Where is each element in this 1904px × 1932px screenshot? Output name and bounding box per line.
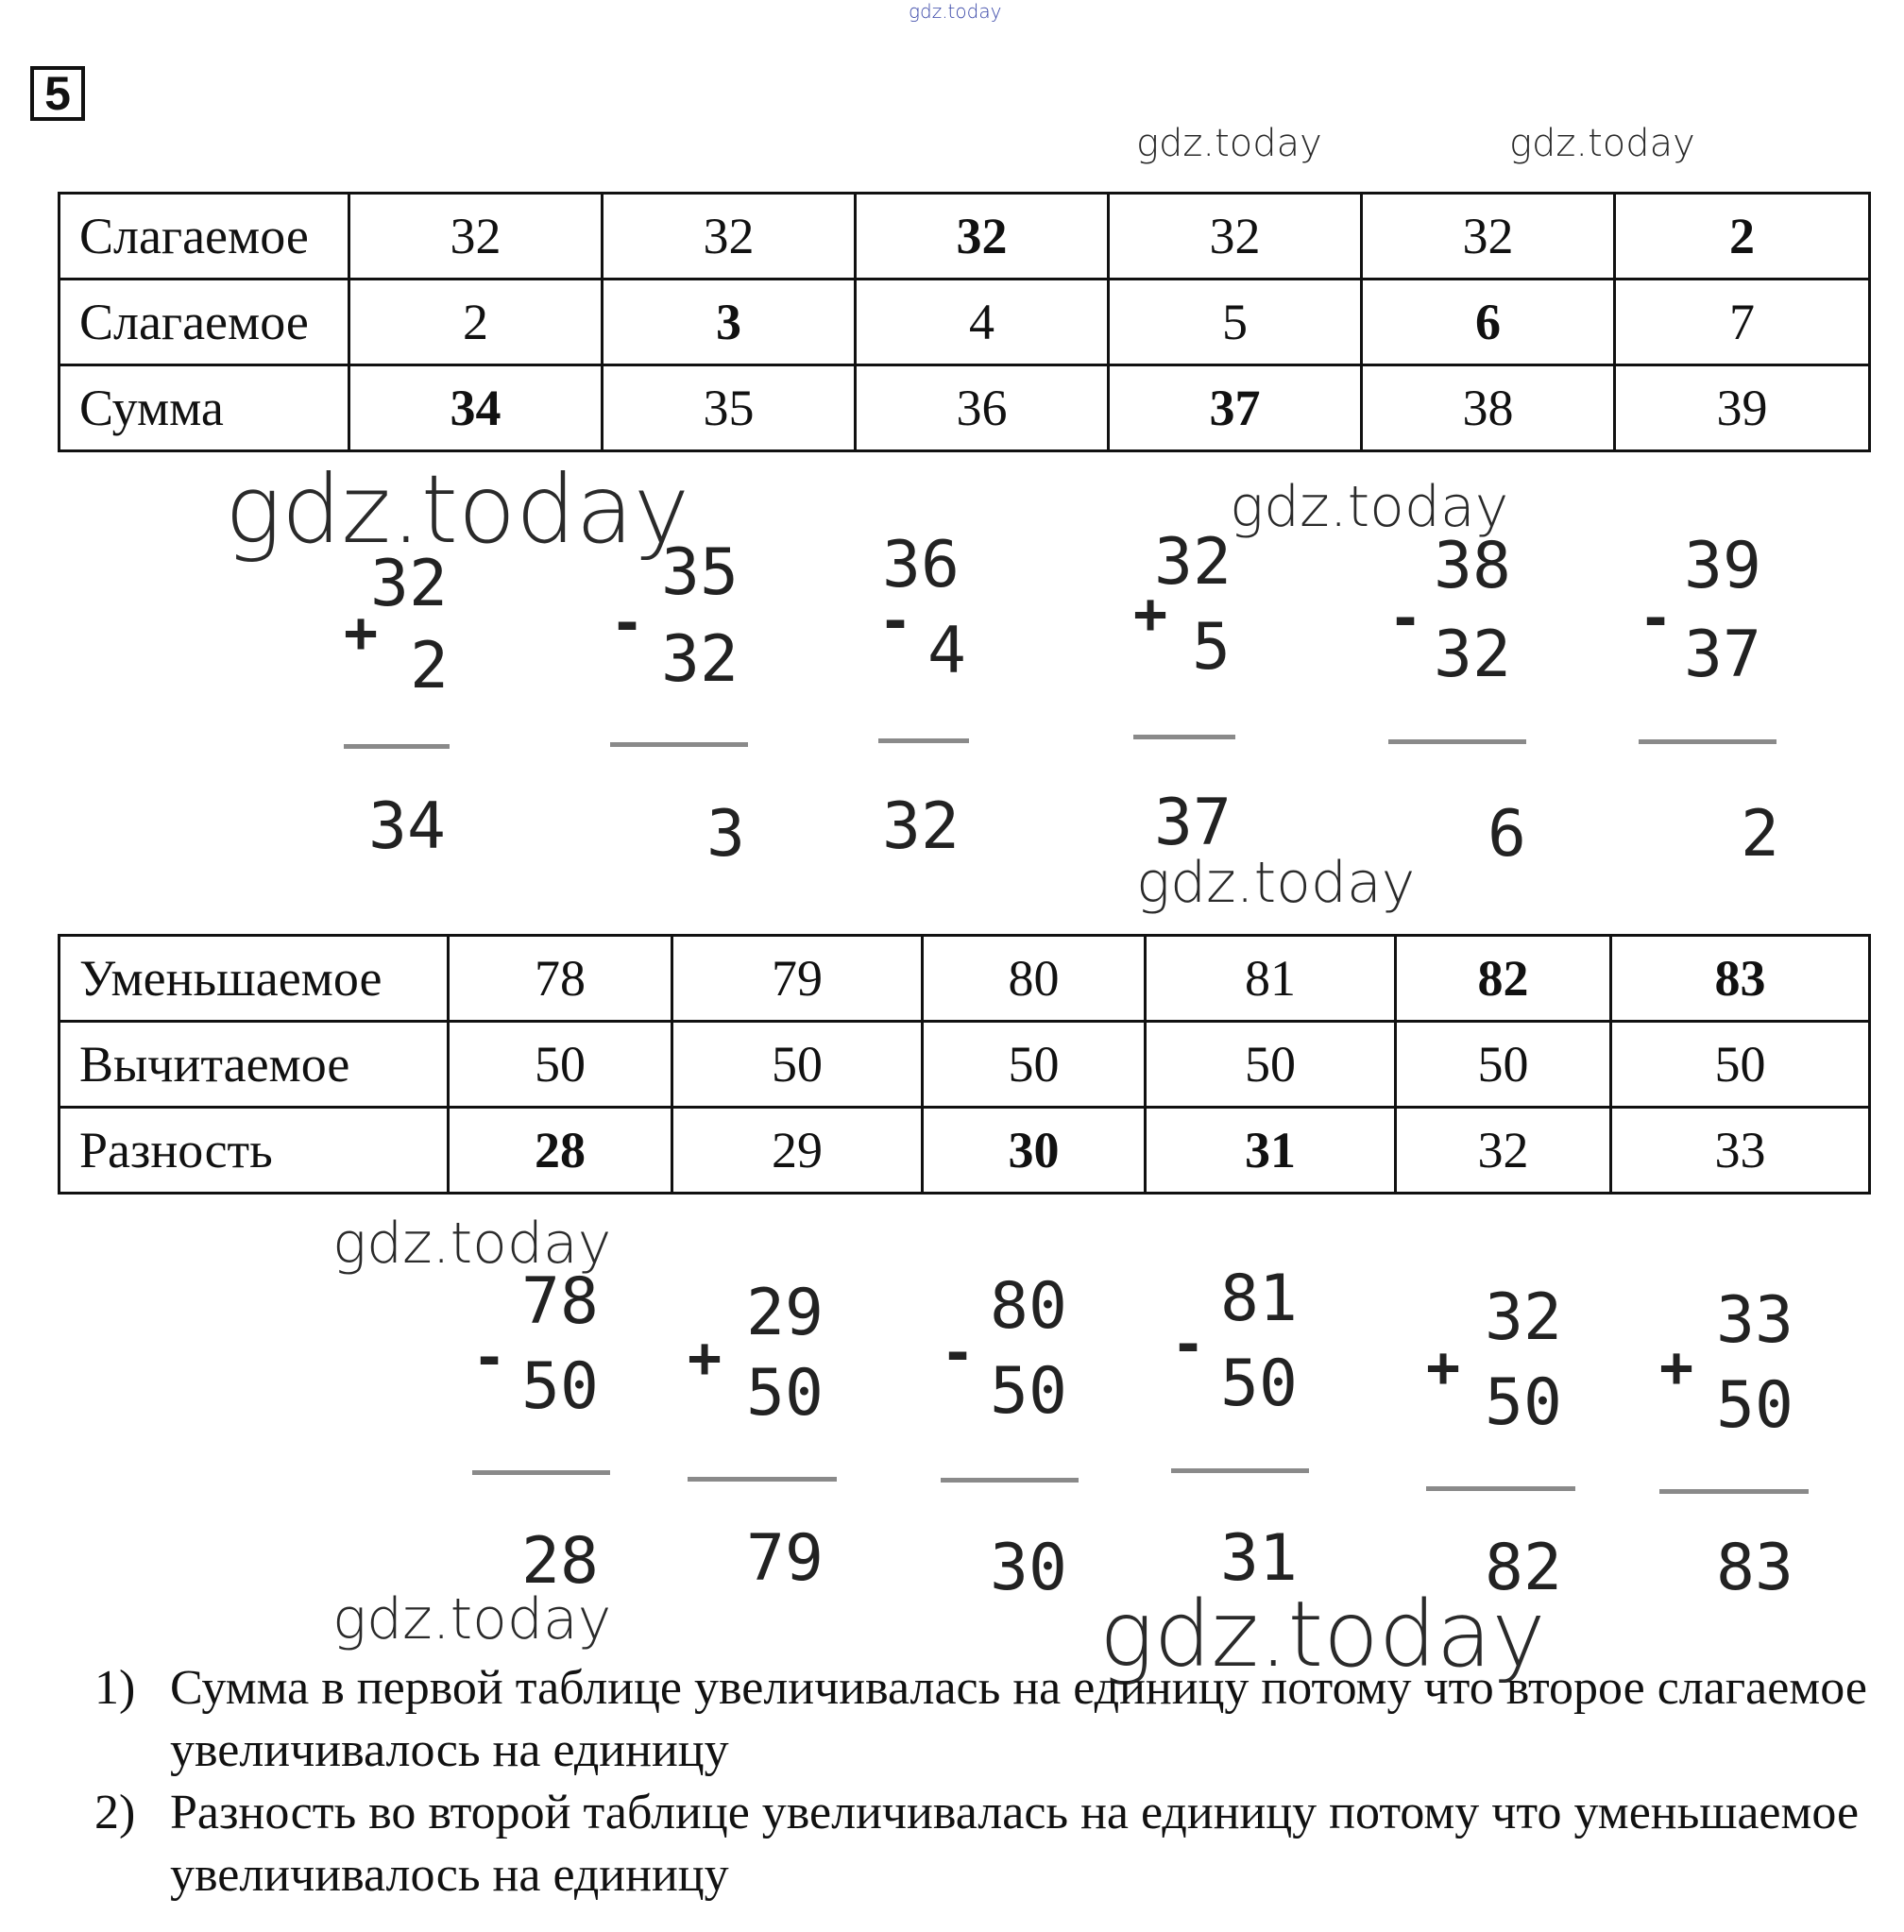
result-line bbox=[1388, 739, 1526, 744]
watermark: gdz.today bbox=[225, 454, 690, 565]
table-cell: 38 bbox=[1362, 365, 1615, 451]
top-operand: 32 bbox=[1154, 525, 1232, 600]
result-line bbox=[472, 1470, 610, 1475]
result-value: 34 bbox=[368, 789, 446, 864]
result-line bbox=[878, 738, 969, 743]
bottom-operand: 50 bbox=[1716, 1368, 1794, 1443]
bottom-operand: 2 bbox=[410, 629, 449, 703]
result-value: 30 bbox=[990, 1531, 1067, 1605]
subtraction-table bbox=[58, 934, 1871, 1195]
table-cell: 30 bbox=[923, 1108, 1146, 1194]
conclusion-item bbox=[94, 1782, 1870, 1907]
operation-sign: + bbox=[1659, 1334, 1694, 1400]
operation-sign: - bbox=[472, 1325, 507, 1391]
bottom-operand: 50 bbox=[990, 1354, 1067, 1429]
top-operand: 39 bbox=[1684, 529, 1761, 603]
top-operand: 35 bbox=[661, 535, 739, 610]
table-row bbox=[60, 1022, 1870, 1108]
addition-table bbox=[58, 192, 1871, 452]
table-cell: 50 bbox=[1611, 1022, 1870, 1108]
top-operand: 32 bbox=[370, 547, 448, 621]
row-label: Слагаемое bbox=[60, 280, 349, 365]
row-label: Вычитаемое bbox=[60, 1022, 449, 1108]
row-label: Слагаемое bbox=[60, 194, 349, 280]
result-line bbox=[941, 1478, 1079, 1483]
result-value: 37 bbox=[1154, 786, 1232, 860]
table-cell: 80 bbox=[923, 936, 1146, 1022]
conclusion-item bbox=[94, 1657, 1870, 1782]
watermark: gdz.today bbox=[332, 1586, 612, 1652]
watermark: gdz.today bbox=[1136, 850, 1416, 916]
result-line bbox=[1171, 1468, 1309, 1473]
bottom-operand: 32 bbox=[1434, 618, 1511, 692]
watermark: gdz.today bbox=[1509, 122, 1695, 165]
top-operand: 29 bbox=[746, 1276, 824, 1350]
result-value: 28 bbox=[521, 1524, 599, 1599]
table-cell: 28 bbox=[449, 1108, 672, 1194]
conclusions bbox=[94, 1657, 1870, 1907]
result-line bbox=[1133, 735, 1235, 739]
bottom-operand: 50 bbox=[521, 1349, 599, 1424]
top-operand: 32 bbox=[1485, 1280, 1562, 1355]
table-cell: 82 bbox=[1396, 936, 1611, 1022]
table-cell: 4 bbox=[856, 280, 1109, 365]
table-cell: 50 bbox=[1146, 1022, 1396, 1108]
table-row bbox=[60, 936, 1870, 1022]
table-cell: 78 bbox=[449, 936, 672, 1022]
table-cell: 29 bbox=[672, 1108, 923, 1194]
operation-sign: - bbox=[1171, 1312, 1206, 1378]
table-cell: 50 bbox=[449, 1022, 672, 1108]
table-cell: 79 bbox=[672, 936, 923, 1022]
result-line bbox=[1426, 1486, 1575, 1491]
table-cell: 39 bbox=[1615, 365, 1870, 451]
table-row bbox=[60, 280, 1870, 365]
watermark: gdz.today bbox=[1230, 474, 1509, 540]
table-row bbox=[60, 194, 1870, 280]
table-cell: 32 bbox=[349, 194, 603, 280]
conclusion-text: Сумма в первой таблице увеличивалась на единицу потому что второе слагаемое увеличивалось на единицу bbox=[170, 1661, 1867, 1777]
table-cell: 2 bbox=[1615, 194, 1870, 280]
result-value: 79 bbox=[746, 1521, 824, 1596]
result-value: 83 bbox=[1716, 1531, 1794, 1605]
result-line bbox=[1659, 1489, 1809, 1494]
bottom-operand: 4 bbox=[927, 614, 966, 688]
row-label: Разность bbox=[60, 1108, 449, 1194]
table-cell: 32 bbox=[1109, 194, 1362, 280]
table-cell: 34 bbox=[349, 365, 603, 451]
bottom-operand: 5 bbox=[1192, 610, 1231, 685]
table-cell: 5 bbox=[1109, 280, 1362, 365]
table-cell: 35 bbox=[603, 365, 856, 451]
result-line bbox=[1639, 739, 1776, 744]
conclusion-number: 2) bbox=[94, 1786, 136, 1839]
top-operand: 33 bbox=[1716, 1283, 1794, 1358]
conclusion-number: 1) bbox=[94, 1661, 136, 1715]
operation-sign: + bbox=[344, 600, 379, 666]
table-cell: 83 bbox=[1611, 936, 1870, 1022]
top-operand: 80 bbox=[990, 1269, 1067, 1344]
operation-sign: + bbox=[1133, 581, 1168, 647]
table-cell: 6 bbox=[1362, 280, 1615, 365]
operation-sign: + bbox=[1426, 1334, 1461, 1400]
top-operand: 38 bbox=[1434, 529, 1511, 603]
task-number: 5 bbox=[30, 66, 85, 121]
result-value: 31 bbox=[1220, 1521, 1298, 1596]
table-row bbox=[60, 1108, 1870, 1194]
result-value: 82 bbox=[1485, 1531, 1562, 1605]
table-row bbox=[60, 365, 1870, 451]
operation-sign: - bbox=[1639, 585, 1674, 652]
table-cell: 37 bbox=[1109, 365, 1362, 451]
table-cell: 81 bbox=[1146, 936, 1396, 1022]
result-value: 6 bbox=[1488, 797, 1526, 872]
result-value: 3 bbox=[706, 797, 745, 872]
operation-sign: + bbox=[688, 1325, 722, 1391]
result-value: 2 bbox=[1741, 797, 1779, 872]
table-cell: 32 bbox=[1362, 194, 1615, 280]
result-value: 32 bbox=[882, 789, 960, 864]
watermark: gdz.today bbox=[1099, 1582, 1546, 1687]
bottom-operand: 37 bbox=[1684, 618, 1761, 692]
top-operand: 81 bbox=[1220, 1262, 1298, 1336]
bottom-operand: 50 bbox=[746, 1356, 824, 1431]
bottom-operand: 50 bbox=[1220, 1347, 1298, 1421]
watermark-top: gdz.today bbox=[909, 0, 1002, 23]
row-label: Сумма bbox=[60, 365, 349, 451]
result-line bbox=[344, 744, 450, 749]
operation-sign: - bbox=[941, 1320, 976, 1386]
table-cell: 50 bbox=[1396, 1022, 1611, 1108]
result-line bbox=[688, 1477, 837, 1482]
table-cell: 7 bbox=[1615, 280, 1870, 365]
table-cell: 32 bbox=[856, 194, 1109, 280]
table-cell: 32 bbox=[603, 194, 856, 280]
table-cell: 50 bbox=[923, 1022, 1146, 1108]
top-operand: 36 bbox=[882, 528, 960, 602]
table-cell: 32 bbox=[1396, 1108, 1611, 1194]
top-operand: 78 bbox=[521, 1264, 599, 1339]
watermark: gdz.today bbox=[332, 1211, 612, 1277]
operation-sign: - bbox=[610, 590, 645, 656]
table-cell: 3 bbox=[603, 280, 856, 365]
operation-sign: - bbox=[1388, 585, 1423, 652]
table-cell: 2 bbox=[349, 280, 603, 365]
bottom-operand: 32 bbox=[661, 622, 739, 697]
conclusion-text: Разность во второй таблице увеличивалась на единицу потому что уменьшаемое увеличивалось на единицу bbox=[170, 1786, 1860, 1902]
table-cell: 31 bbox=[1146, 1108, 1396, 1194]
table-cell: 50 bbox=[672, 1022, 923, 1108]
table-cell: 33 bbox=[1611, 1108, 1870, 1194]
operation-sign: - bbox=[878, 588, 913, 654]
watermark: gdz.today bbox=[1136, 122, 1322, 165]
bottom-operand: 50 bbox=[1485, 1365, 1562, 1440]
result-line bbox=[610, 742, 748, 747]
table-cell: 36 bbox=[856, 365, 1109, 451]
row-label: Уменьшаемое bbox=[60, 936, 449, 1022]
